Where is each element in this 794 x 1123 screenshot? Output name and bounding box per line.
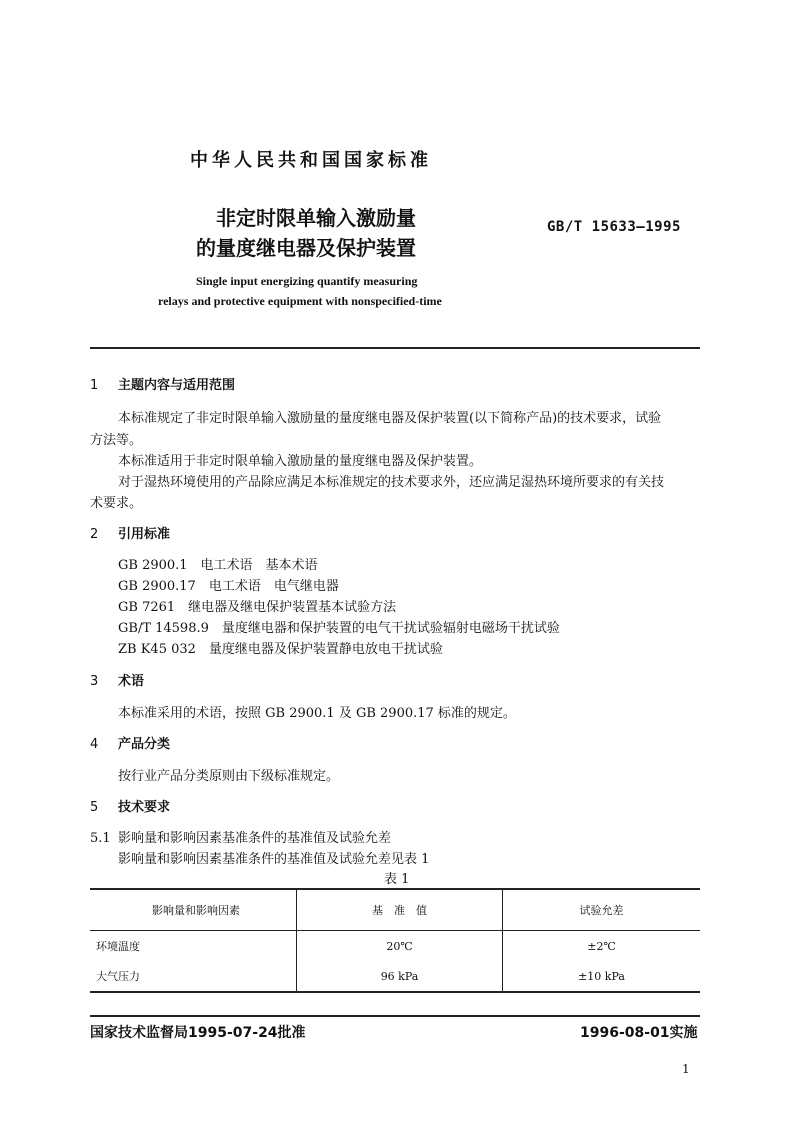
section-1-paragraph-1a: 本标准规定了非定时限单输入激励量的量度继电器及保护装置(以下简称产品)的技术要求，试验: [118, 411, 662, 426]
section-1-paragraph-3b: 术要求。: [90, 496, 143, 511]
standard-number: GB/T 15633—1995: [547, 219, 681, 235]
section-1-title: 主题内容与适用范围: [118, 378, 236, 393]
english-title-line-1: Single input energizing quantify measuring: [196, 274, 418, 288]
table-caption: 表 1: [384, 872, 410, 887]
table-cell: 20℃: [297, 931, 503, 962]
title-line-1: 非定时限单输入激励量: [216, 206, 416, 230]
section-2-number: 2: [90, 527, 99, 542]
section-1-number: 1: [90, 378, 99, 393]
section-5-number: 5: [90, 800, 99, 815]
table-cell: 环境温度: [90, 931, 297, 962]
section-1-paragraph-2: 本标准适用于非定时限单输入激励量的量度继电器及保护装置。: [118, 454, 483, 469]
section-4-heading: [90, 733, 170, 752]
table-header-row: [90, 889, 700, 931]
section-5-title: 技术要求: [118, 800, 171, 815]
section-3-number: 3: [90, 674, 99, 689]
reference-item: GB 2900.17 电工术语 电气继电器: [118, 579, 339, 594]
table-cell: ±2℃: [587, 939, 616, 953]
section-1-paragraph-1b: 方法等。: [90, 433, 143, 448]
top-divider: [90, 347, 700, 349]
english-title-line-2: relays and protective equipment with nonspecified-time: [158, 294, 442, 308]
approval-date: 国家技术监督局1995-07-24批准: [90, 1025, 306, 1041]
table-header-cell: 试验允差: [503, 889, 701, 931]
table-cell: ±10 kPa: [503, 961, 701, 992]
table-cell: 大气压力: [90, 961, 297, 992]
section-2-title: 引用标准: [118, 527, 171, 542]
section-1-heading: [90, 374, 235, 393]
subsection-5-1-title: 影响量和影响因素基准条件的基准值及试验允差: [118, 831, 392, 846]
section-3-heading: [90, 670, 144, 689]
national-standard-heading: 中华人民共和国国家标准: [190, 150, 432, 171]
table-row: [90, 931, 700, 962]
section-4-number: 4: [90, 737, 99, 752]
section-2-heading: [90, 523, 170, 542]
table-header-cell: 基 准 值: [297, 889, 503, 931]
section-4-title: 产品分类: [118, 737, 171, 752]
table-1: [90, 888, 700, 993]
reference-item: GB/T 14598.9 量度继电器和保护装置的电气干扰试验辐射电磁场干扰试验: [118, 621, 560, 636]
section-1-paragraph-3a: 对于湿热环境使用的产品除应满足本标准规定的技术要求外，还应满足湿热环境所要求的有关技: [118, 475, 665, 490]
reference-item: GB 2900.1 电工术语 基本术语: [118, 558, 318, 573]
bottom-divider: [90, 1015, 700, 1017]
section-4-paragraph: 按行业产品分类原则由下级标准规定。: [118, 769, 340, 784]
table-cell: 96 kPa: [297, 961, 503, 992]
reference-item: GB 7261 继电器及继电保护装置基本试验方法: [118, 600, 397, 615]
table-row: [90, 961, 700, 992]
section-5-heading: [90, 796, 170, 815]
reference-item: ZB K45 032 量度继电器及保护装置静电放电干扰试验: [118, 642, 443, 657]
section-3-title: 术语: [118, 674, 145, 689]
implementation-date: 1996-08-01实施: [580, 1025, 698, 1041]
page-number: 1: [682, 1062, 690, 1076]
section-3-paragraph: 本标准采用的术语，按照 GB 2900.1 及 GB 2900.17 标准的规定。: [118, 706, 516, 721]
title-line-2: 的量度继电器及保护装置: [196, 236, 416, 260]
subsection-5-1-number: 5.1: [90, 831, 111, 846]
table-header-cell: 影响量和影响因素: [90, 889, 297, 931]
subsection-5-1-paragraph: 影响量和影响因素基准条件的基准值及试验允差见表 1: [118, 852, 430, 867]
subsection-5-1-heading: [90, 827, 391, 846]
